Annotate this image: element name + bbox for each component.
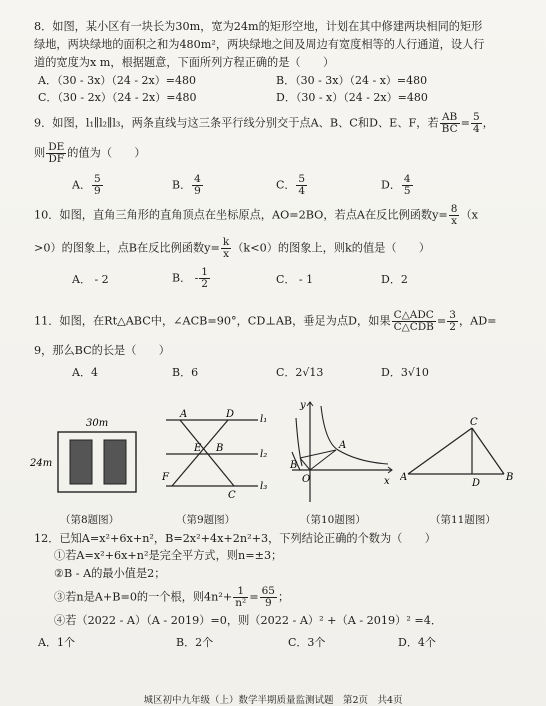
fig11-label-a: A (400, 472, 408, 483)
q8-option-d: D．（30 - x）（24 - 2x）=480 (276, 91, 428, 104)
q11-line1: 11．如图，在Rt△ABC中，∠ACB=90°，CD⊥AB，垂足为点D，如果 $\frac{\text{C△ADC}}{\text{C△CDB}}$ = $\frac{3}{2}$ ，AD= (34, 309, 497, 333)
q9-option-d: D． $\frac{4}{5}$ (381, 173, 411, 197)
q9-line2: 则 $\frac{DE}{DF}$ 的值为（ ） (34, 141, 146, 165)
q8-line3: 道的宽度为x m，根据题意，下面所列方程正确的是（ ） (34, 56, 335, 69)
q8-option-c: C．（30 - 2x）（24 - 2x）=480 (38, 91, 197, 104)
figure-11 (400, 416, 520, 488)
q11-option-a: A．4 (72, 366, 98, 379)
q9-ratio-fraction: $\frac{AB}{BC}$ (441, 111, 458, 135)
q9-option-c: C． $\frac{5}{4}$ (276, 173, 306, 197)
q9-ratio-value: $\frac{5}{4}$ (472, 111, 480, 135)
fig8-width-label: 24m (30, 458, 53, 469)
fig10-label-y: y (300, 400, 306, 411)
q12-item2: ②B - A的最小值是2； (54, 567, 166, 580)
q12-option-c: C．3个 (288, 636, 326, 649)
q11-line2: 9，那么BC的长是（ ） (34, 344, 170, 357)
caption-fig8: （第8题图） (60, 514, 120, 526)
caption-fig10: （第10题图） (300, 514, 366, 526)
fig9-label-f: F (162, 472, 169, 483)
caption-fig9: （第9题图） (176, 514, 236, 526)
fig10-label-b: B (290, 460, 298, 471)
q12-item4: ④若（2022 - A）（A - 2019）=0，则（2022 - A）² +（A - 2019）² =4． (54, 614, 443, 627)
figure-9 (158, 400, 276, 502)
q10-option-d: D．2 (381, 273, 408, 286)
figure-8 (30, 412, 150, 502)
fig10-label-x: x (384, 476, 390, 487)
q12-item3: ③若n是A+B=0的一个根，则4n²+ $\frac{1}{\text{n²}}$ = $\frac{65}{9}$ ； (54, 585, 290, 609)
q8-option-b: B．（30 - 3x）（24 - x）=480 (276, 74, 428, 87)
fig11-label-d: D (472, 478, 481, 488)
q11-option-b: B．6 (172, 366, 199, 379)
q10-function-b: $\frac{k}{x}$ (222, 236, 230, 260)
figure-10 (288, 398, 396, 506)
q11-option-c: C．2√13 (276, 366, 324, 379)
caption-fig11: （第11题图） (430, 514, 496, 526)
q12-option-b: B．2个 (176, 636, 214, 649)
fig9-label-c: C (228, 490, 236, 501)
q9-option-a: A． $\frac{5}{9}$ (72, 173, 101, 197)
q10-line2: >0）的图象上，点B在反比例函数y= $\frac{k}{x}$ （k<0）的图象上，则k的值是（ ） (34, 236, 431, 260)
fig9-label-l1: l₁ (260, 414, 268, 425)
q8-line1: 8．如图，某小区有一块长为30m，宽为24m的矩形空地，计划在其中修建两块相同的矩形 (34, 20, 483, 33)
page-footer: 城区初中九年级（上）数学半期质量监测试题 第2页 共4页 (143, 695, 403, 706)
fig9-label-d: D (226, 409, 235, 420)
fig9-label-a: A (180, 409, 188, 420)
fig9-label-b: B (216, 443, 224, 454)
q11-option-d: D．3√10 (381, 366, 429, 379)
q12-option-d: D．4个 (398, 636, 436, 649)
q12-line1: 12．已知A=x²+6x+n²，B=2x²+4x+2n²+3，下列结论正确的个数为（ ） (34, 532, 436, 545)
q12-item1: ①若A=x²+6x+n²是完全平方式，则n=±3； (54, 549, 283, 562)
fig9-label-l3: l₃ (260, 481, 268, 492)
fig11-label-c: C (470, 417, 478, 428)
fig9-label-e: E (194, 443, 202, 454)
fig10-label-a: A (339, 440, 347, 451)
q9-option-b: B． $\frac{4}{9}$ (172, 173, 201, 197)
q12-option-a: A．1个 (38, 636, 75, 649)
q10-option-c: C． - 1 (276, 273, 314, 286)
q8-option-a: A．（30 - 3x）（24 - 2x）=480 (38, 74, 196, 87)
q9-stem: 9．如图，l₁∥l₂∥l₃，两条直线与这三条平行线分别交于点A、B、C和D、E、F，若 (34, 116, 439, 130)
fig8-length-label: 30m (86, 418, 109, 429)
fig10-label-o: O (302, 474, 311, 485)
q11-ratio-fraction: $\frac{\text{C△ADC}}{\text{C△CDB}}$ (393, 309, 434, 333)
fig11-label-b: B (506, 472, 514, 483)
q10-option-b: B． - $\frac{1}{2}$ (172, 266, 208, 290)
q8-line2: 绿地，两块绿地的面积之和为480m²，两块绿地之间及周边有宽度相等的人行通道，设人行 (34, 38, 485, 51)
q11-ratio-value: $\frac{3}{2}$ (449, 309, 456, 333)
q10-line1: 10．如图，直角三角形的直角顶点在坐标原点，AO=2BO，若点A在反比例函数y= $\frac{8}{x}$ （x (34, 203, 478, 227)
q9-query-fraction: $\frac{DE}{DF}$ (48, 141, 65, 165)
q10-option-a: A． - 2 (72, 273, 109, 286)
fig9-label-l2: l₂ (260, 449, 268, 460)
q9-line1: 9．如图，l₁∥l₂∥l₃，两条直线与这三条平行线分别交于点A、B、C和D、E、F，若 $\frac{AB}{BC}$ = $\frac{5}{4}$ ， (34, 111, 494, 135)
q10-function-a: $\frac{8}{x}$ (450, 203, 458, 227)
